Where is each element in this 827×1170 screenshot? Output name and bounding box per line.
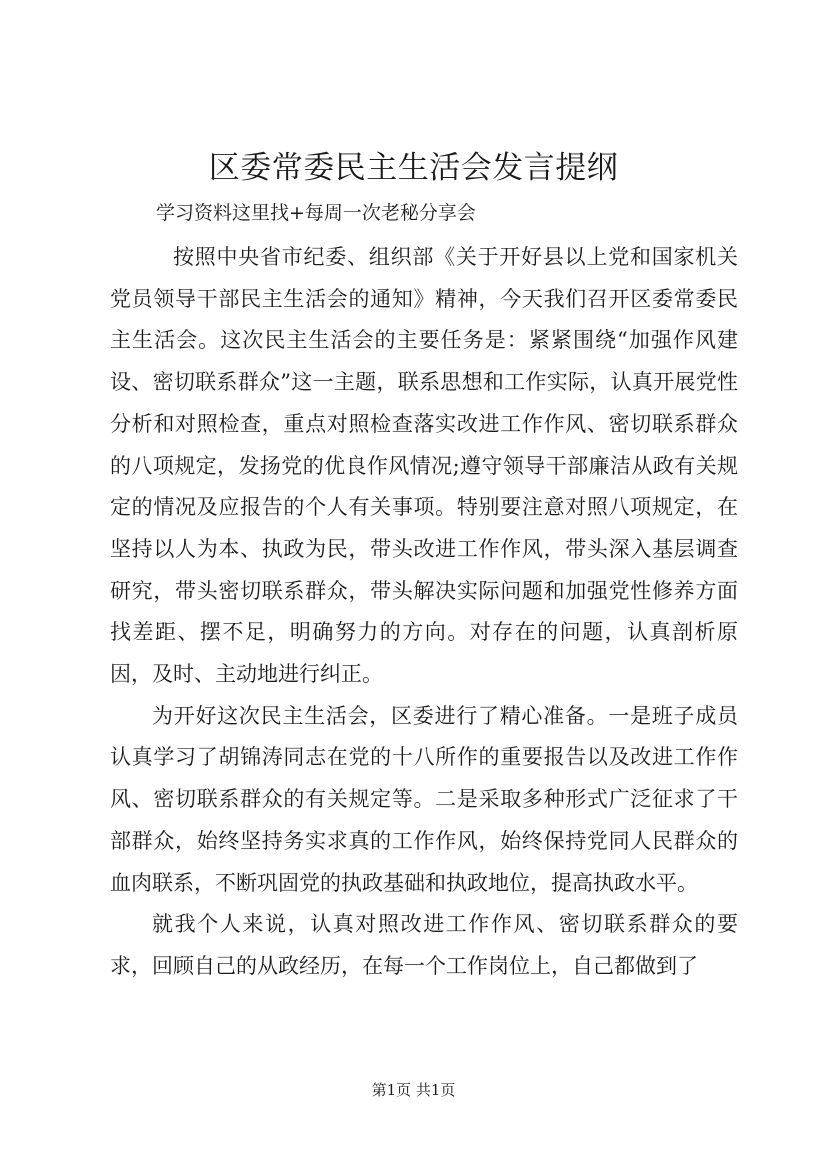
document-title: 区委常委民主生活会发言提纲 [208,150,619,186]
document-subtitle: 学习资料这里找+每周一次老秘分享会 [156,202,476,224]
page-number-footer: 第1页 共1页 [371,1081,456,1099]
body-paragraph-1: 按照中央省市纪委、组织部《关于开好县以上党和国家机关党员领导干部民主生活会的通知》精神，今天我们召开区委常委民主生活会。这次民主生活会的主要任务是：紧紧围绕“加强作风建设、密切联系群众”这一主题，联系思想和工作实际，认真开展党性分析和对照检查，重点对照检查落实改进工作作风、密切联系群众的八项规定，发扬党的优良作风情况;遵守领导干部廉洁从政有关规定的情况及应报告的个人有关事项。特别要注意对照八项规定，在坚持以人为本、执政为民，带头改进工作作风，带头深入基层调查研究，带头密切联系群众，带头解决实际问题和加强党性修养方面找差距、摆不足，明确努力的方向。对存在的问题，认真剖析原因，及时、主动地进行纠正。 [110,245,738,687]
document-body [110,237,738,988]
body-paragraph-2: 为开好这次民主生活会，区委进行了精心准备。一是班子成员认真学习了胡锦涛同志在党的十八所作的重要报告以及改进工作作风、密切联系群众的有关规定等。二是采取多种形式广泛征求了干部群众，始终坚持务实求真的工作作风，始终保持党同人民群众的血肉联系，不断巩固党的执政基础和执政地位，提高执政水平。 [110,703,738,895]
body-paragraph-3: 就我个人来说，认真对照改进工作作风、密切联系群众的要求，回顾自己的从政经历，在每一个工作岗位上，自己都做到了 [110,912,738,978]
